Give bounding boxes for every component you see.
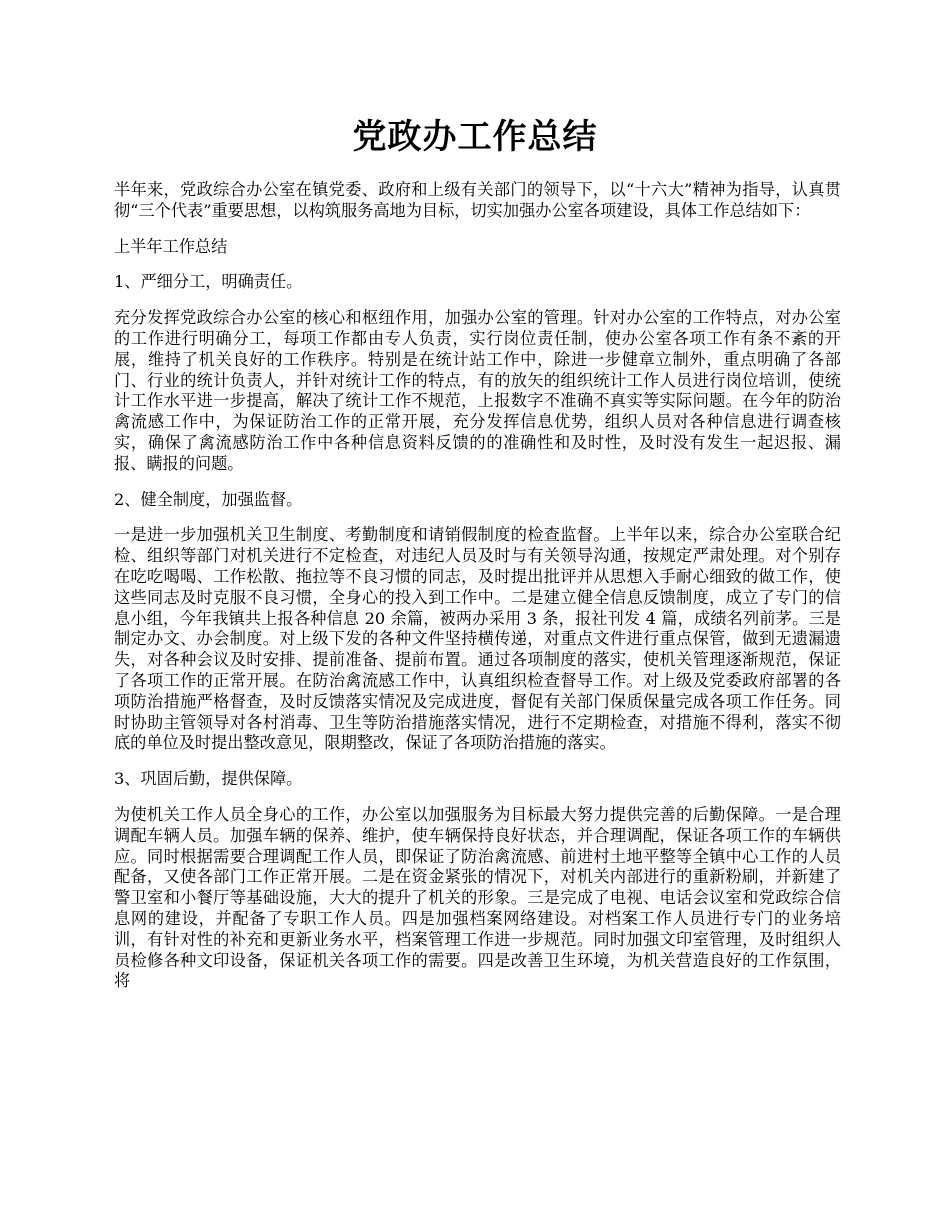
item3-paragraph: 为使机关工作人员全身心的工作，办公室以加强服务为目标最大努力提供完善的后勤保障。一是合理调配车辆人员。加强车辆的保养、维护，使车辆保持良好状态，并合理调配，保证各项工作的车辆供应。同时根据需要合理调配工作人员，即保证了防治禽流感、前进村土地平整等全镇中心工作的人员配备，又使各部门工作正常开展。二是在资金紧张的情况下，对机关内部进行的重新粉刷，并新建了警卫室和小餐厅等基础设施，大大的提升了机关的形象。三是完成了电视、电话会议室和党政综合信息网的建设，并配备了专职工作人员。四是加强档案网络建设。对档案工作人员进行专门的业务培训，有针对性的补充和更新业务水平，档案管理工作进一步规范。同时加强文印室管理，及时组织人员检修各种文印设备，保证机关各项工作的需要。四是改善卫生环境，为机关营造良好的工作氛围，将 [114,804,841,991]
intro-paragraph: 半年来，党政综合办公室在镇党委、政府和上级有关部门的领导下，以“十六大”精神为指导，认真贯彻“三个代表”重要思想，以构筑服务高地为目标，切实加强办公室各项建设，具体工作总结如下： [114,180,841,220]
item3-heading: 3、巩固后勤，提供保障。 [114,769,303,789]
item1-paragraph: 充分发挥党政综合办公室的核心和枢纽作用，加强办公室的管理。针对办公室的工作特点，对办公室的工作进行明确分工，每项工作都由专人负责，实行岗位责任制，使办公室各项工作有条不紊的开展，维持了机关良好的工作秩序。特别是在统计站工作中，除进一步健章立制外，重点明确了各部门、行业的统计负责人，并针对统计工作的特点，有的放矢的组织统计工作人员进行岗位培训，使统计工作水平进一步提高，解决了统计工作不规范，上报数字不准确不真实等实际问题。在今年的防治禽流感工作中，为保证防治工作的正常开展，充分发挥信息优势，组织人员对各种信息进行调查核实，确保了禽流感防治工作中各种信息资料反馈的的准确性和及时性，及时没有发生一起迟报、漏报、瞒报的问题。 [114,308,841,473]
document-title: 党政办工作总结 [352,117,598,157]
item1-heading: 1、严细分工，明确责任。 [114,272,303,292]
item2-paragraph: 一是进一步加强机关卫生制度、考勤制度和请销假制度的检查监督。上半年以来，综合办公室联合纪检、组织等部门对机关进行不定检查，对违纪人员及时与有关领导沟通，按规定严肃处理。对个别存在吃吃喝喝、工作松散、拖拉等不良习惯的同志，及时提出批评并从思想入手耐心细致的做工作，使这些同志及时克服不良习惯，全身心的投入到工作中。二是建立健全信息反馈制度，成立了专门的信息小组，今年我镇共上报各种信息 20 余篇，被两办采用 3 条，报社刊发 4 篇，成绩名列前茅。三是制定办文、办会制度。对上级下发的各种文件坚持横传递，对重点文件进行重点保管，做到无遗漏遗失，对各种会议及时安排、提前准备、提前布置。通过各项制度的落实，使机关管理逐渐规范，保证了各项工作的正常开展。在防治禽流感工作中，认真组织检查督导工作。对上级及党委政府部署的各项防治措施严格督查，及时反馈落实情况及完成进度，督促有关部门保质保量完成各项工作任务。同时协助主管领导对各村消毒、卫生等防治措施落实情况，进行不定期检查，对措施不得利，落实不彻底的单位及时提出整改意见，限期整改，保证了各项防治措施的落实。 [114,525,841,753]
item2-heading: 2、健全制度，加强监督。 [114,489,303,509]
document-body [114,180,841,1007]
section-title: 上半年工作总结 [114,236,228,256]
